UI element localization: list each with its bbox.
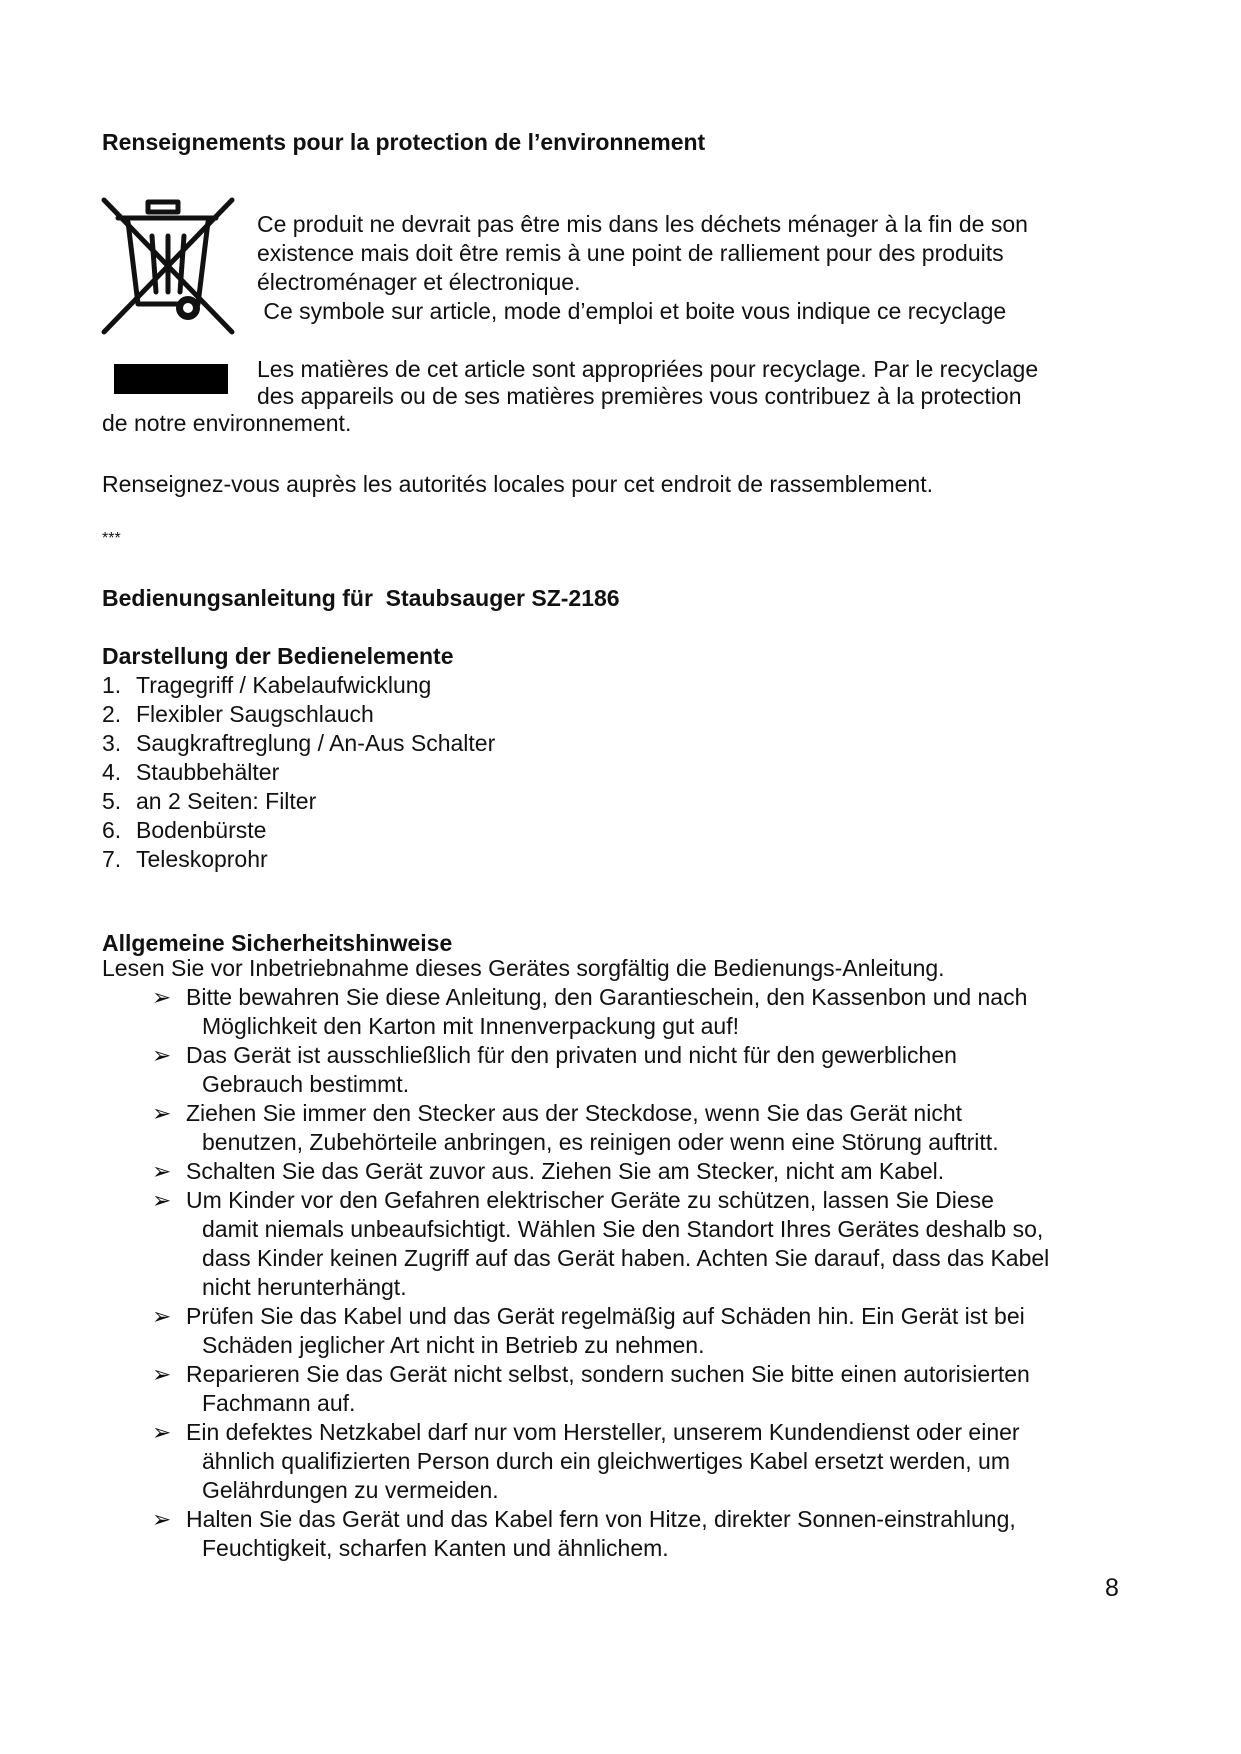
- list-item: [102, 700, 495, 729]
- bullet-arrow-icon: ➢: [152, 1042, 172, 1068]
- weee-black-bar: [114, 364, 228, 394]
- text-line: Ce produit ne devrait pas être mis dans les déchets ménager à la fin de son: [257, 211, 1028, 237]
- safety-item: [152, 983, 1142, 1041]
- safety-item-text: Halten Sie das Gerät und das Kabel fern von Hitze, direkter Sonnen-einstrahlung,: [186, 1506, 1016, 1532]
- list-number: 2.: [102, 701, 122, 727]
- controls-heading: Darstellung der Bedienelemente: [102, 643, 454, 669]
- bullet-arrow-icon: ➢: [152, 1361, 172, 1387]
- section-separator: ***: [102, 530, 121, 547]
- safety-item-text: ähnlich qualifizierten Person durch ein gleichwertiges Kabel ersetzt werden, um: [202, 1448, 1010, 1474]
- manual-title: Bedienungsanleitung für Staubsauger SZ-2186: [102, 585, 620, 611]
- weee-crossed-bin-icon: [100, 196, 236, 336]
- environment-heading: Renseignements pour la protection de l’environnement: [102, 129, 706, 155]
- list-item: [102, 816, 495, 845]
- text-line: existence mais doit être remis à une point de ralliement pour des produits: [257, 240, 1004, 266]
- safety-item: [152, 1505, 1142, 1563]
- environment-paragraph-1: [257, 210, 1157, 326]
- list-label: Bodenbürste: [136, 817, 267, 843]
- environment-paragraph-2-line-1: Les matières de cet article sont appropriées pour recyclage. Par le recyclage: [257, 356, 1039, 382]
- bullet-arrow-icon: ➢: [152, 1303, 172, 1329]
- list-item: [102, 758, 495, 787]
- list-label: Staubbehälter: [136, 759, 280, 785]
- safety-item-text: Bitte bewahren Sie diese Anleitung, den Garantieschein, den Kassenbon und nach: [186, 984, 1028, 1010]
- safety-list: [152, 983, 1142, 1563]
- environment-paragraph-3: Renseignez-vous auprès les autorités locales pour cet endroit de rassemblement.: [102, 471, 933, 497]
- safety-item-text: Um Kinder vor den Gefahren elektrischer Geräte zu schützen, lassen Sie Diese: [186, 1187, 994, 1213]
- bullet-arrow-icon: ➢: [152, 1187, 172, 1213]
- safety-item: [152, 1186, 1142, 1302]
- list-label: Saugkraftreglung / An-Aus Schalter: [136, 730, 496, 756]
- safety-item-text: Feuchtigkeit, scharfen Kanten und ähnlichem.: [202, 1535, 669, 1561]
- safety-intro: Lesen Sie vor Inbetriebnahme dieses Gerätes sorgfältig die Bedienungs-Anleitung.: [102, 955, 945, 981]
- text-line: Ce symbole sur article, mode d’emploi et boite vous indique ce recyclage: [257, 298, 1007, 324]
- page-number: 8: [1105, 1574, 1119, 1602]
- safety-item: [152, 1041, 1142, 1099]
- bullet-arrow-icon: ➢: [152, 984, 172, 1010]
- safety-heading: Allgemeine Sicherheitshinweise: [102, 930, 453, 956]
- bullet-arrow-icon: ➢: [152, 1100, 172, 1126]
- list-number: 7.: [102, 846, 122, 872]
- safety-item-text: Fachmann auf.: [202, 1390, 356, 1416]
- controls-list: [102, 671, 495, 874]
- list-item: [102, 671, 495, 700]
- safety-item-text: Gebrauch bestimmt.: [202, 1071, 410, 1097]
- safety-item: [152, 1302, 1142, 1360]
- safety-item-text: Ziehen Sie immer den Stecker aus der Steckdose, wenn Sie das Gerät nicht: [186, 1100, 963, 1126]
- list-number: 3.: [102, 730, 122, 756]
- bullet-arrow-icon: ➢: [152, 1419, 172, 1445]
- safety-item-text: benutzen, Zubehörteile anbringen, es reinigen oder wenn eine Störung auftritt.: [202, 1129, 999, 1155]
- list-item: [102, 787, 495, 816]
- safety-item: [152, 1157, 1142, 1186]
- list-item: [102, 729, 495, 758]
- list-number: 1.: [102, 672, 122, 698]
- environment-paragraph-2-line-2: des appareils ou de ses matières premières vous contribuez à la protection: [257, 383, 1022, 409]
- safety-item-text: Schalten Sie das Gerät zuvor aus. Ziehen Sie am Stecker, nicht am Kabel.: [186, 1158, 945, 1184]
- safety-item-text: nicht herunterhängt.: [202, 1274, 407, 1300]
- safety-item-text: dass Kinder keinen Zugriff auf das Gerät haben. Achten Sie darauf, dass das Kabel: [202, 1245, 1050, 1271]
- safety-item-text: Gelährdungen zu vermeiden.: [202, 1477, 499, 1503]
- bullet-arrow-icon: ➢: [152, 1506, 172, 1532]
- safety-item-text: Reparieren Sie das Gerät nicht selbst, sondern suchen Sie bitte einen autorisierten: [186, 1361, 1030, 1387]
- text-line: électroménager et électronique.: [257, 269, 581, 295]
- safety-item-text: Prüfen Sie das Kabel und das Gerät regelmäßig auf Schäden hin. Ein Gerät ist bei: [186, 1303, 1025, 1329]
- safety-item: [152, 1360, 1142, 1418]
- bullet-arrow-icon: ➢: [152, 1158, 172, 1184]
- list-number: 6.: [102, 817, 122, 843]
- safety-item-text: Ein defektes Netzkabel darf nur vom Hersteller, unserem Kundendienst oder einer: [186, 1419, 1020, 1445]
- list-item: [102, 845, 495, 874]
- list-number: 4.: [102, 759, 122, 785]
- safety-item: [152, 1099, 1142, 1157]
- list-number: 5.: [102, 788, 122, 814]
- safety-item-text: Schäden jeglicher Art nicht in Betrieb zu nehmen.: [202, 1332, 705, 1358]
- list-label: Tragegriff / Kabelaufwicklung: [136, 672, 432, 698]
- list-label: Flexibler Saugschlauch: [136, 701, 374, 727]
- list-label: an 2 Seiten: Filter: [136, 788, 317, 814]
- safety-item-text: Das Gerät ist ausschließlich für den privaten und nicht für den gewerblichen: [186, 1042, 957, 1068]
- safety-item: [152, 1418, 1142, 1505]
- safety-item-text: Möglichkeit den Karton mit Innenverpackung gut auf!: [202, 1013, 739, 1039]
- environment-paragraph-2-line-3: de notre environnement.: [102, 410, 352, 436]
- safety-item-text: damit niemals unbeaufsichtigt. Wählen Sie den Standort Ihres Gerätes deshalb so,: [202, 1216, 1044, 1242]
- list-label: Teleskoprohr: [136, 846, 268, 872]
